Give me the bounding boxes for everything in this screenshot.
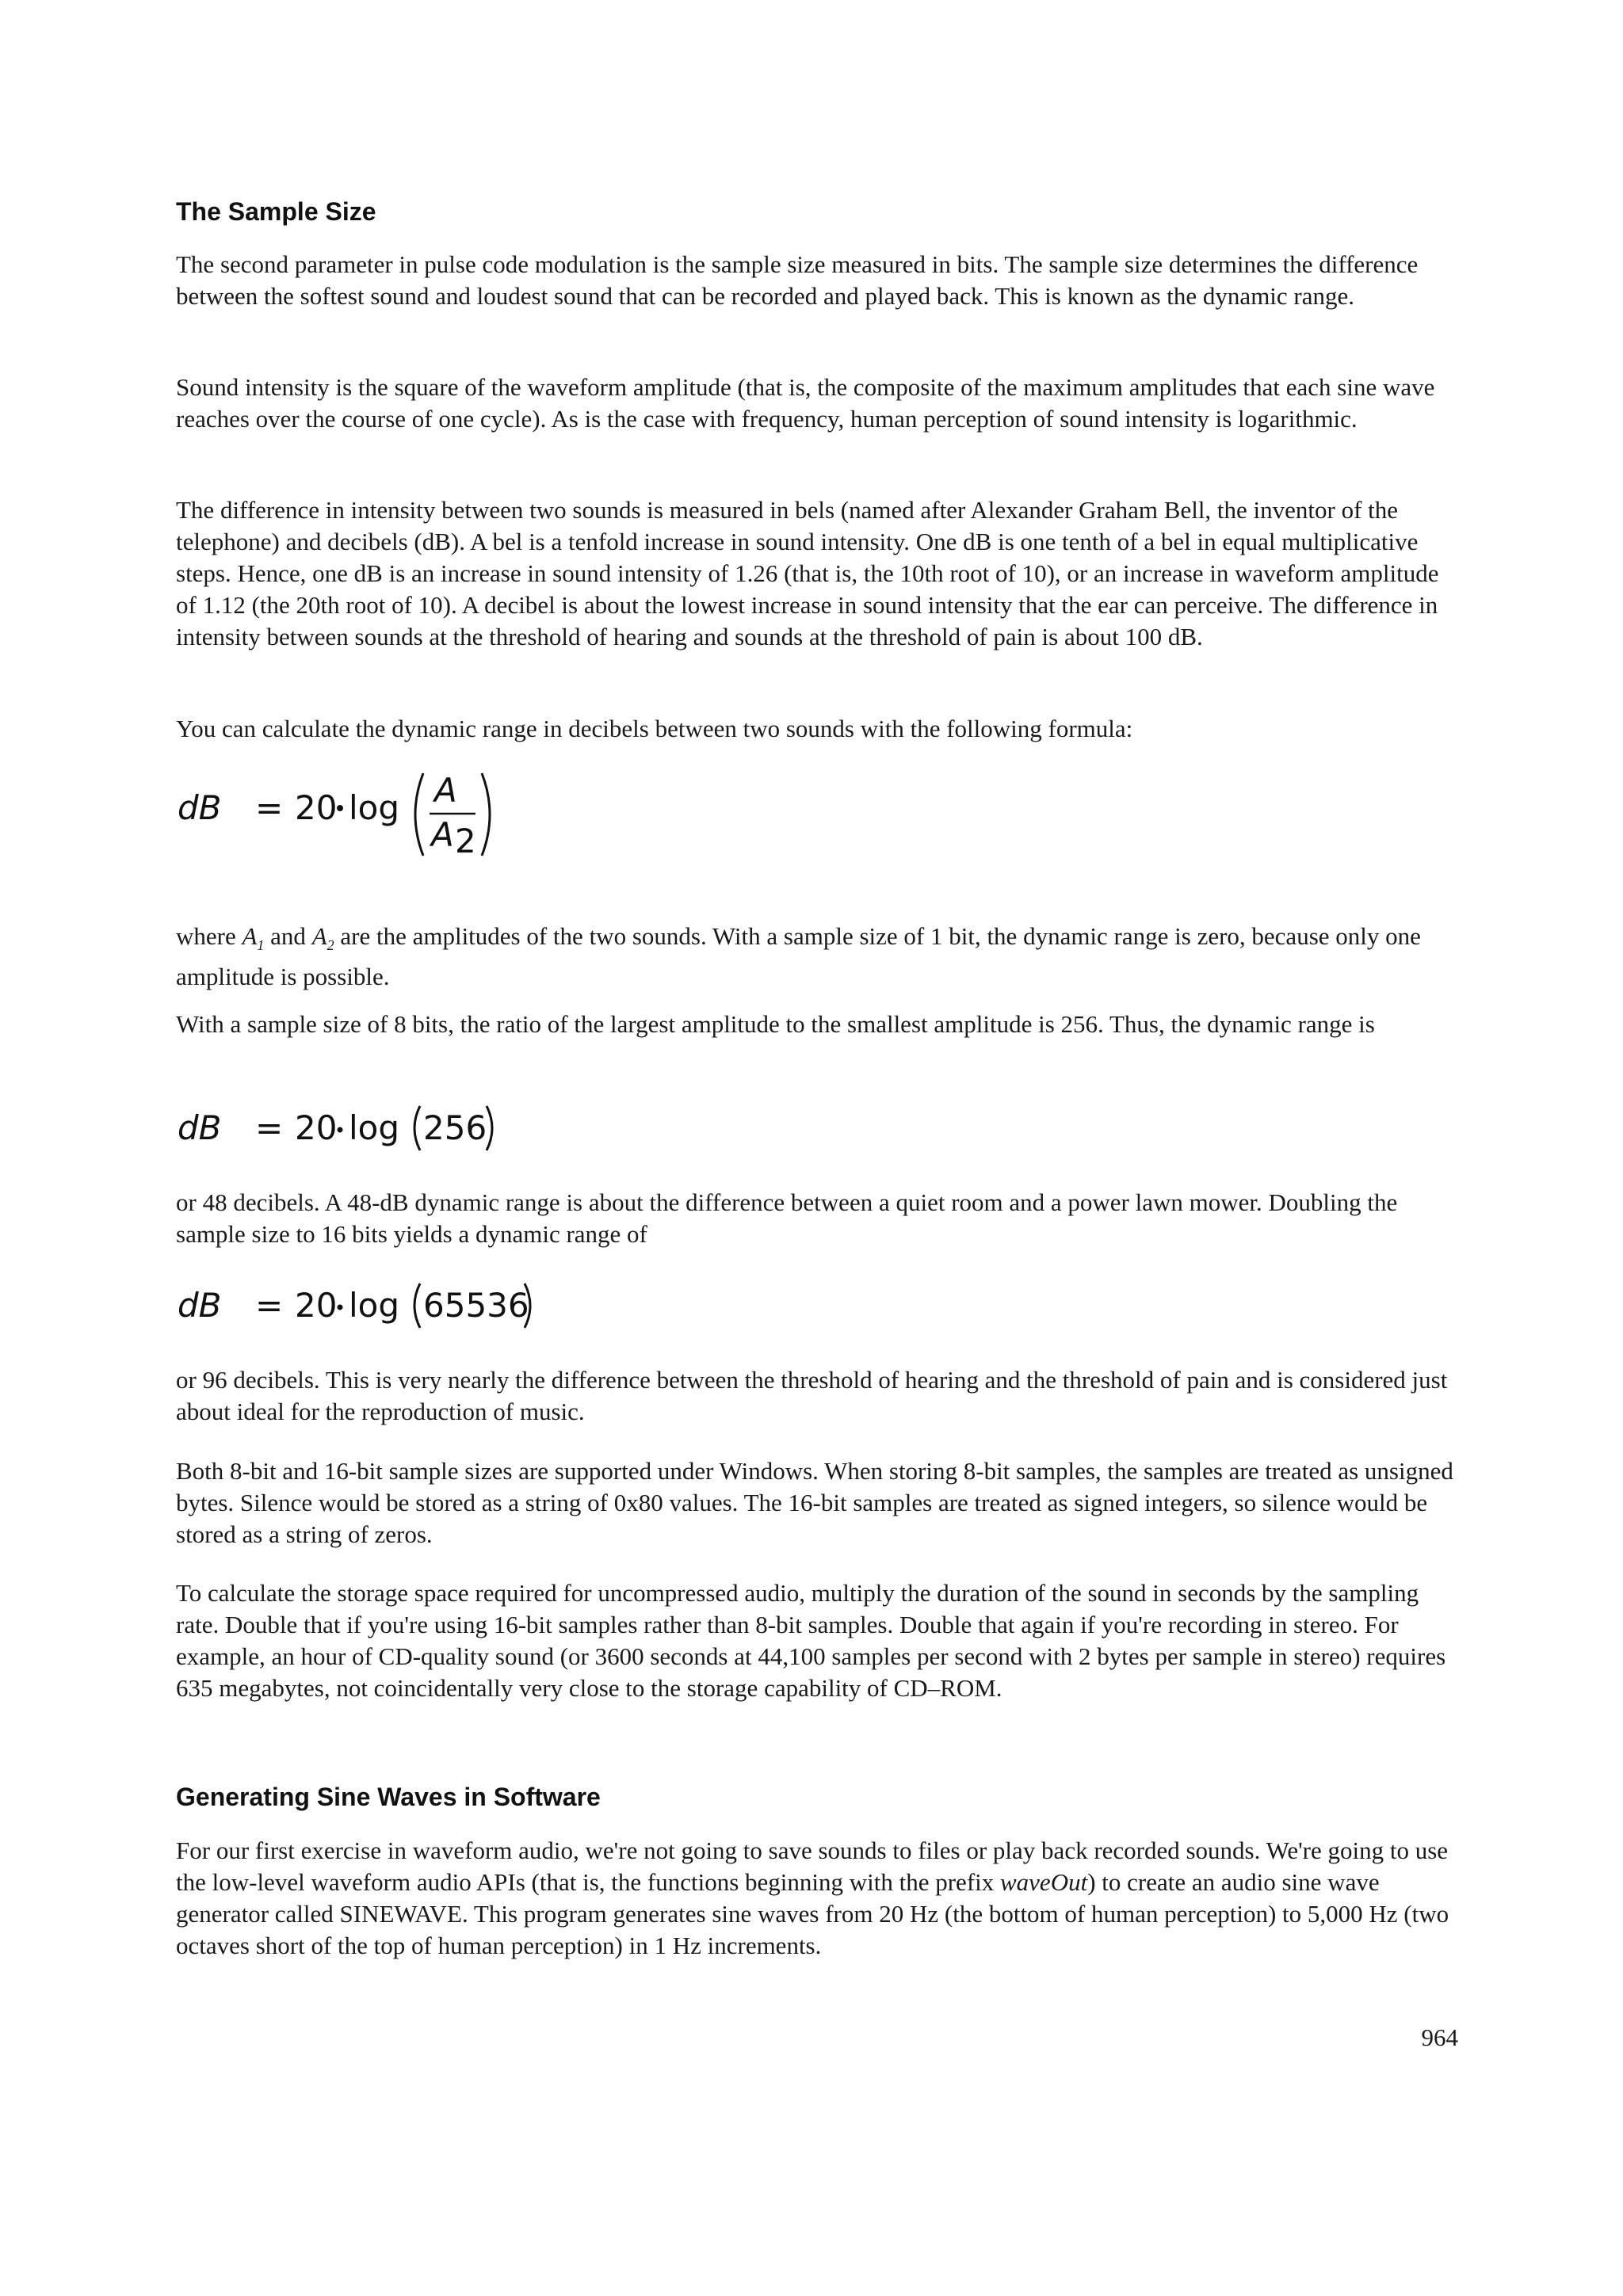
formula-open-paren: [414, 1106, 420, 1150]
paragraph: or 48 decibels. A 48-dB dynamic range is about the difference between a quiet room and a power lawn mower. Doubling the sample size to 16 bits yields a dynamic range of: [176, 1188, 1398, 1248]
formula-equals: =: [255, 1286, 284, 1325]
formula-equals: =: [255, 788, 284, 827]
formula-lhs: dB: [178, 788, 222, 827]
paragraph: With a sample size of 8 bits, the ratio of the largest amplitude to the smallest amplitude is 256. Thus, the dynamic range is: [176, 1010, 1375, 1038]
formula-denominator: A: [431, 815, 454, 854]
formula-dot: [338, 1305, 343, 1310]
formula-open-paren: [415, 773, 423, 856]
formula-lhs: dB: [178, 1286, 222, 1325]
paragraph: where $A_1$ and $A_2$ are the amplitudes of the two sounds. With a sample size of 1 bit, the dynamic range is zero, because only one amplitude is possible.: [176, 922, 1421, 991]
formula-coefficient: 20: [295, 1108, 338, 1147]
paragraph: You can calculate the dynamic range in decibels between two sounds with the following formula:: [176, 715, 1133, 742]
formula-log: log: [349, 1286, 400, 1325]
formula-coefficient: 20: [295, 788, 338, 827]
inline-code-italic: waveOut: [1000, 1868, 1088, 1896]
page-number: 964: [1421, 2023, 1458, 2051]
formula-open-paren: [414, 1283, 420, 1328]
formula-argument: 65536: [423, 1286, 529, 1325]
formula-lhs: dB: [178, 1108, 222, 1147]
paragraph: To calculate the storage space required for uncompressed audio, multiply the duration of the sound in seconds by the sampling rate. Double that if you're using 16-bit samples rather than 8-bit samples. Double that again if you're recording in stereo. For example, an hour of CD-quality sound (or 3600 seconds at 44,100 samples per second with 2 bytes per sample in stereo) requires 635 megabytes, not coincidentally very close to the storage capability of CD–ROM.: [176, 1579, 1446, 1702]
formula-close-paren: [487, 1106, 492, 1150]
var-a1: $A_1$: [242, 922, 265, 954]
paragraph: or 96 decibels. This is very nearly the difference between the threshold of hearing and the threshold of pain and is considered just about ideal for the reproduction of music.: [176, 1366, 1448, 1425]
paragraph: Both 8-bit and 16-bit sample sizes are supported under Windows. When storing 8-bit samples, the samples are treated as unsigned bytes. Silence would be stored as a string of 0x80 values. The 16-bit samples are treated as signed integers, so silence would be stored as a string of zeros.: [176, 1457, 1453, 1548]
paragraph: Sound intensity is the square of the waveform amplitude (that is, the composite of the maximum amplitudes that each sine wave reaches over the course of one cycle). As is the case with frequency, human perception of sound intensity is logarithmic.: [176, 373, 1435, 433]
formula-db-65536: [176, 1277, 540, 1341]
section-heading: Generating Sine Waves in Software: [176, 1783, 601, 1811]
var-a2: $A_2$: [311, 922, 334, 954]
formula-coefficient: 20: [295, 1286, 338, 1325]
paragraph: For our first exercise in waveform audio, we're not going to save sounds to files or play back recorded sounds. We're going to use the low-level waveform audio APIs (that is, the functions beginning with the prefix waveOut) to create an audio sine wave generator called SINEWAVE. This program generates sine waves from 20 Hz (the bottom of human perception) to 5,000 Hz (two octaves short of the top of human perception) in 1 Hz increments.: [176, 1836, 1449, 1959]
formula-dot: [338, 1127, 343, 1133]
section-heading: The Sample Size: [176, 197, 376, 226]
formula-equals: =: [255, 1108, 284, 1147]
formula-db-ratio: [176, 770, 509, 865]
formula-dot: [337, 805, 343, 811]
paragraph: The second parameter in pulse code modulation is the sample size measured in bits. The sample size determines the difference between the softest sound and loudest sound that can be recorded and played back. This is known as the dynamic range.: [176, 250, 1419, 310]
formula-db-256: [176, 1100, 509, 1163]
formula-close-paren: [482, 773, 490, 856]
formula-log: log: [349, 788, 400, 827]
formula-argument: 256: [423, 1108, 487, 1147]
formula-numerator: A: [434, 771, 457, 810]
formula-denominator-subscript: 2: [455, 822, 476, 860]
formula-log: log: [349, 1108, 400, 1147]
paragraph: The difference in intensity between two sounds is measured in bels (named after Alexander Graham Bell, the inventor of the telephone) and decibels (dB). A bel is a tenfold increase in sound intensity. One dB is one tenth of a bel in equal multiplicative steps. Hence, one dB is an increase in sound intensity of 1.26 (that is, the 10th root of 10), or an increase in waveform amplitude of 1.12 (the 20th root of 10). A decibel is about the lowest increase in sound intensity that the ear can perceive. The difference in intensity between sounds at the threshold of hearing and sounds at the threshold of pain is about 100 dB.: [176, 496, 1439, 650]
